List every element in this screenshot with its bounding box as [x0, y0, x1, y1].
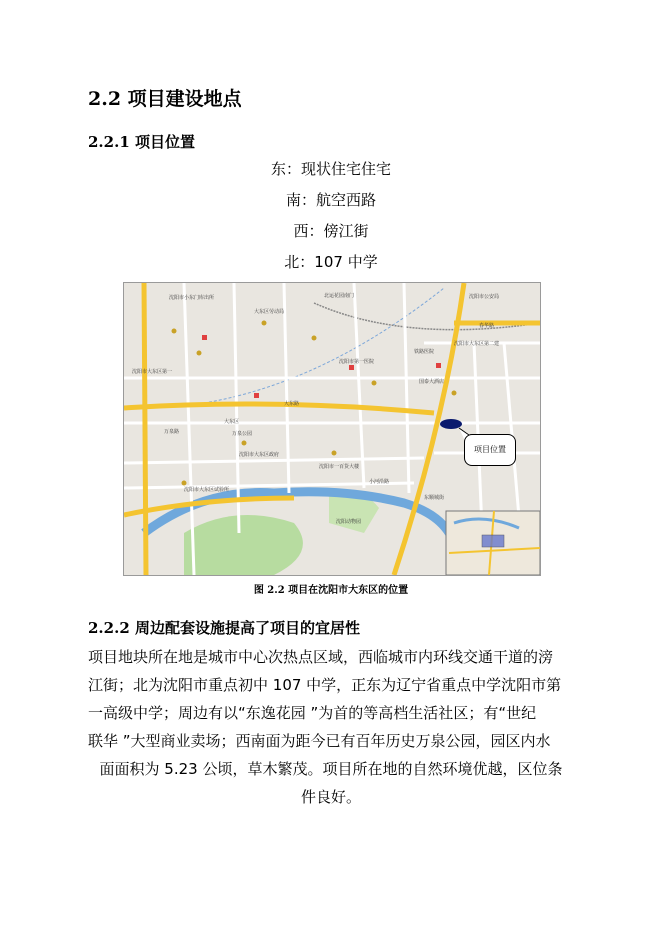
- map-label: 沈阳动物园: [336, 519, 362, 525]
- body-paragraph: [88, 643, 574, 811]
- map-label: 沈阳市大东区政府: [239, 452, 280, 458]
- inset-map: [446, 511, 540, 575]
- direction-north: 北：107 中学: [284, 253, 378, 271]
- map-label: 铁路医院: [414, 349, 435, 355]
- section-heading-2-2-1: 2.2.1 项目位置: [88, 133, 195, 151]
- paragraph-line: 江街；北为沈阳市重点初中 107 中学，正东为辽宁省重点中学沈阳市第: [88, 676, 562, 694]
- direction-west: 西：傍江街: [293, 222, 369, 240]
- paragraph-line: 面面积为 5.23 公顷，草木繁茂。项目所在地的自然环境优越，区位条: [99, 760, 563, 778]
- direction-south: 南：航空西路: [285, 191, 376, 209]
- paragraph-line: 项目地块所在地是城市中心次热点区域，西临城市内环线交通干道的滂: [88, 648, 554, 666]
- paragraph-line: 件良好。: [300, 788, 361, 806]
- section-heading-2-2: 2.2 项目建设地点: [88, 88, 242, 110]
- map-label: 沈阳市第一医院: [339, 359, 375, 365]
- map-canvas: [124, 283, 540, 575]
- project-location-callout: 项目位置: [464, 434, 516, 466]
- map-label: 大东区: [224, 419, 240, 425]
- map-label: 万泉路: [164, 429, 180, 435]
- map-label: 小河沿路: [369, 479, 390, 485]
- direction-east: 东：现状住宅住宅: [270, 160, 391, 178]
- map-label: 万泉公园: [232, 431, 253, 437]
- section-heading-2-2-2: 2.2.2 周边配套设施提高了项目的宜居性: [88, 619, 360, 637]
- map-label: 春华路: [479, 323, 495, 329]
- paragraph-line: 一高级中学；周边有以“东逸花园 ”为首的等高档生活社区；有“世纪: [88, 704, 537, 722]
- map-label: 沈阳市公安局: [469, 294, 500, 300]
- project-marker: [440, 419, 462, 429]
- figure-caption: 图 2.2 项目在沈阳市大东区的位置: [253, 585, 409, 596]
- location-map: [123, 282, 541, 576]
- map-label: 北运花园南门: [324, 293, 355, 299]
- railway: [314, 303, 540, 330]
- map-label: 大东路: [284, 401, 300, 407]
- map-label: 沈阳市大东区试验所: [184, 487, 230, 493]
- district-boundary: [204, 288, 444, 403]
- map-label: 沈阳市一百货大楼: [319, 464, 360, 470]
- park-area: [184, 515, 303, 575]
- map-label: 沈阳市小东门库出所: [169, 295, 215, 301]
- map-label: 沈阳市大东区第二建: [454, 341, 500, 347]
- map-label: 东顺城街: [424, 495, 445, 501]
- map-label: 沈阳市大东区第一: [132, 369, 173, 375]
- paragraph-line: 联华 ”大型商业卖场；西南面为距今已有百年历史万泉公园，园区内水: [88, 732, 551, 750]
- map-label: 大东区劳动局: [254, 309, 285, 315]
- map-label: 国泰大酒店: [419, 379, 445, 385]
